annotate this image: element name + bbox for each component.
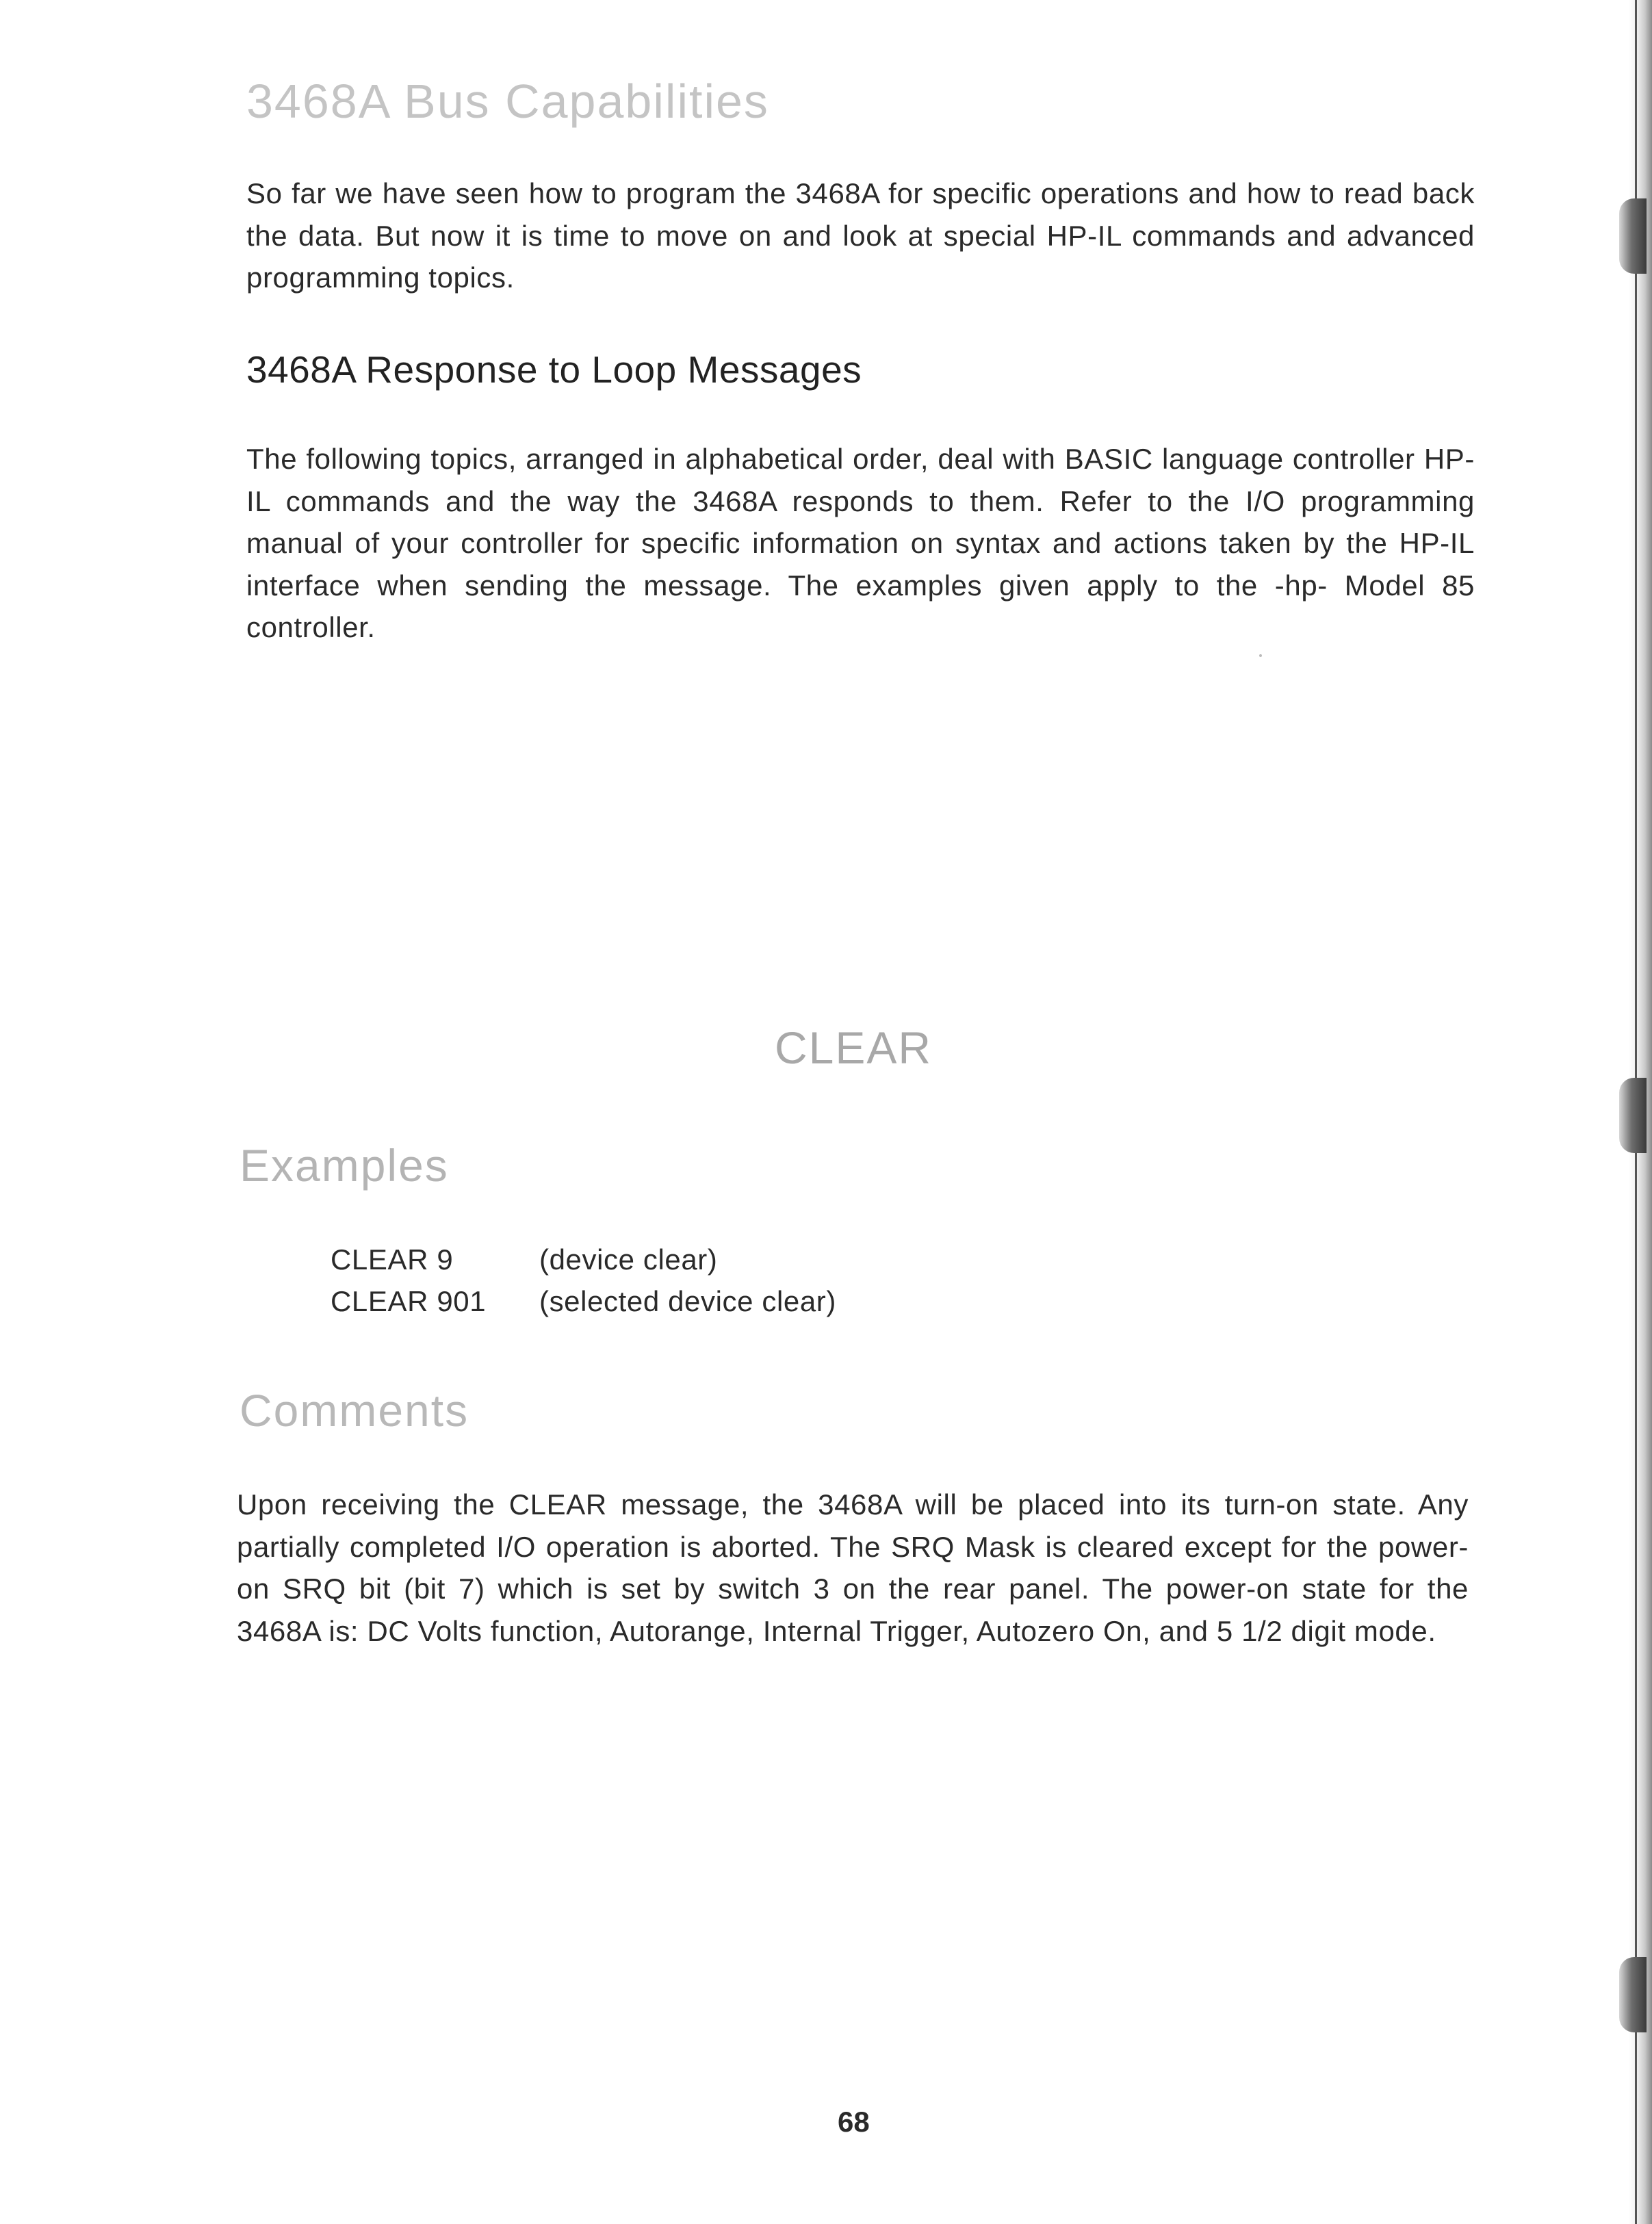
scan-speck [1259,654,1262,657]
example-command: CLEAR 901 [331,1285,487,1317]
binder-ring-middle-icon [1619,1078,1647,1153]
topics-paragraph: The following topics, arranged in alphabetical order, deal with BASIC language controller HP-IL commands and the way the 3468A responds to them. Refer to the I/O programming manual of your controller for specific information on syntax and actions taken by the HP-IL interface when sending the message. The examples given apply to the -hp- Model 85 controller. [246,443,1475,643]
example-row [331,1239,836,1280]
intro-paragraph: So far we have seen how to program the 3468A for specific operations and how to read back the data. But now it is time to move on and look at special HP-IL commands and advanced programming topics. [246,177,1475,294]
example-command: CLEAR 9 [331,1243,454,1276]
examples-heading: Examples [240,1140,449,1191]
examples-list [331,1239,836,1322]
example-description: (device clear) [539,1243,718,1276]
comments-paragraph: Upon receiving the CLEAR message, the 3468A will be placed into its turn-on state. Any partially completed I/O operation is aborted. The SRQ Mask is cleared except for the power-on SRQ bit (bit 7) which is set by switch 3 on the rear panel. The power-on state for the 3468A is: DC Volts function, Autorange, Internal Trigger, Autozero On, and 5 1/2 digit mode. [237,1488,1469,1647]
example-description: (selected device clear) [539,1285,836,1317]
section-title-bus-capabilities: 3468A Bus Capabilities [246,75,769,128]
binder-ring-bottom-icon [1619,1957,1647,2032]
example-row [331,1280,836,1322]
subsection-title-response-to-loop-messages: 3468A Response to Loop Messages [246,348,862,391]
topic-title-clear: CLEAR [775,1022,933,1073]
comments-heading: Comments [240,1385,469,1436]
binder-ring-top-icon [1619,198,1647,274]
page-number: 68 [838,2106,870,2138]
